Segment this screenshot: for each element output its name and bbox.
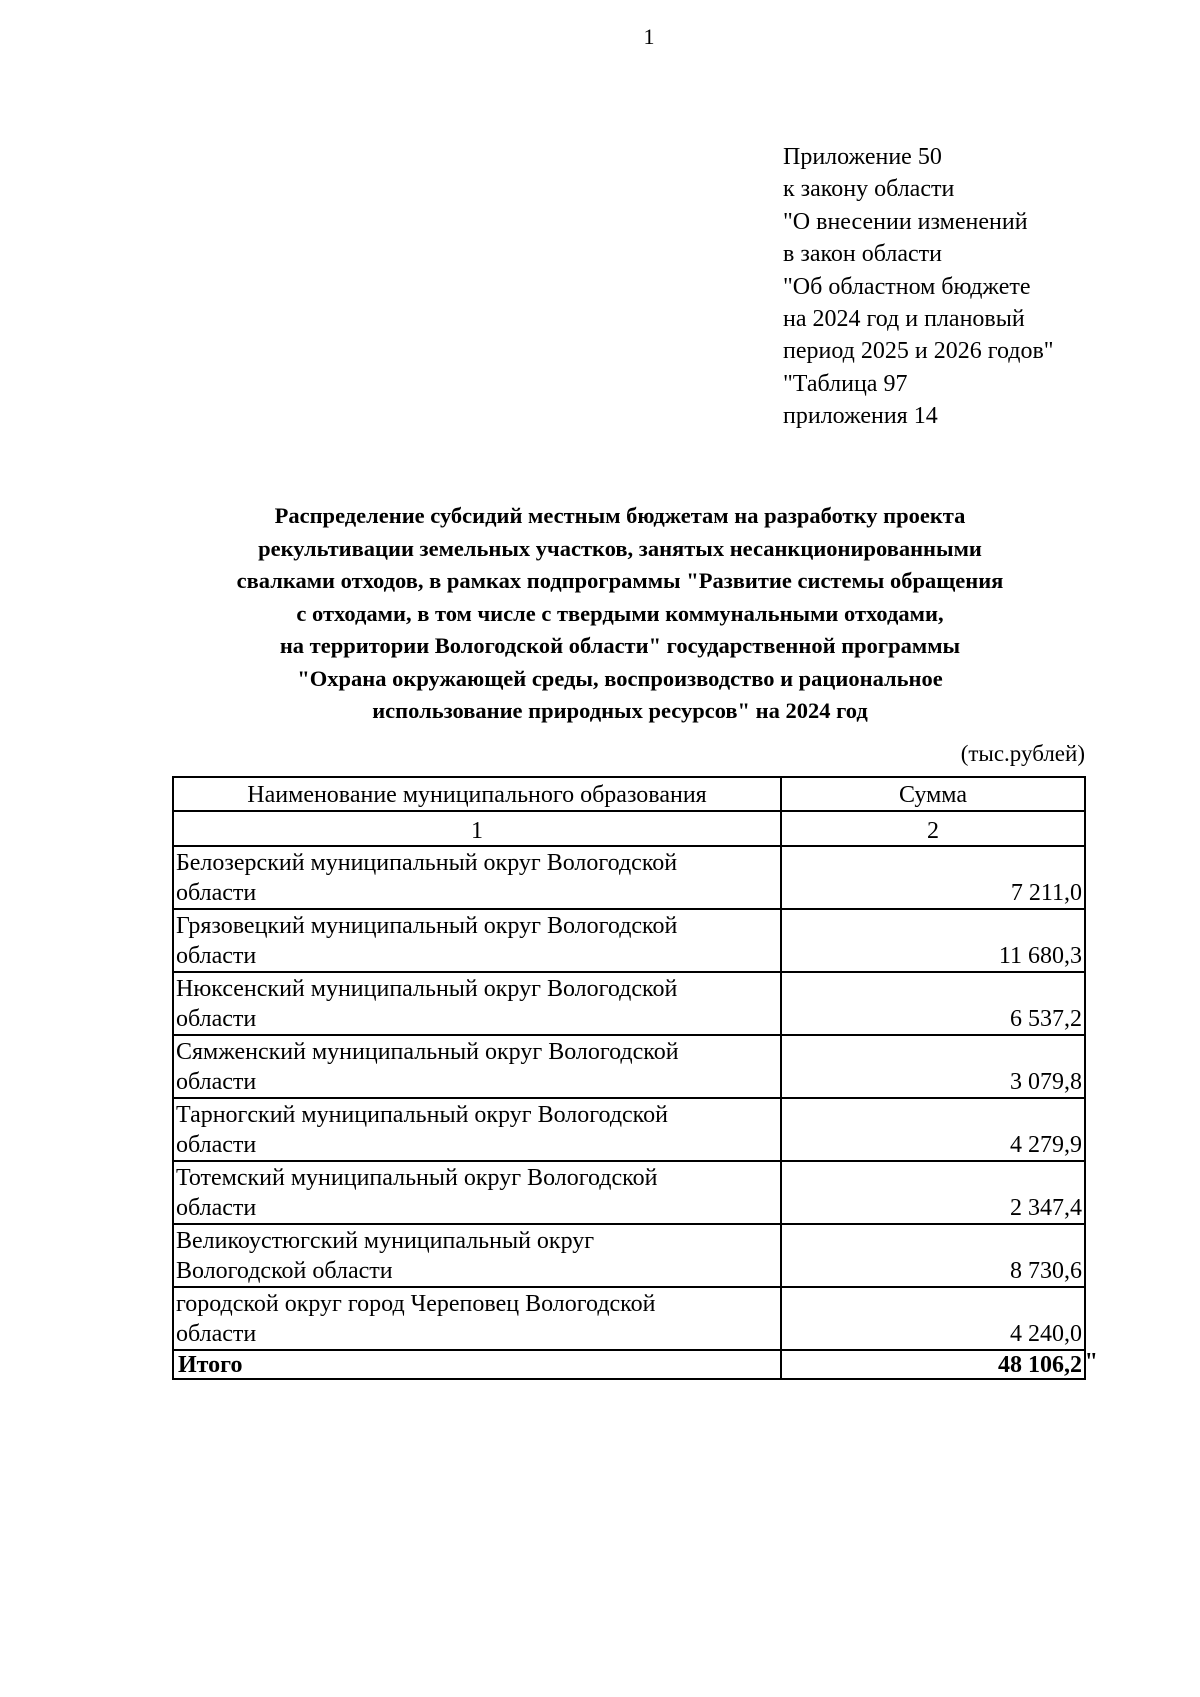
title-line: рекультивации земельных участков, занятых несанкционированными: [258, 535, 982, 561]
document-title: [150, 500, 1090, 728]
column-number-row: [173, 811, 1085, 846]
subsidy-amount: 3 079,8: [781, 1035, 1085, 1098]
municipality-name: Грязовецкий муниципальный округ Вологодской области: [173, 909, 781, 972]
table-row: [173, 972, 1085, 1035]
header-name: Наименование муниципального образования: [173, 777, 781, 811]
title-line: свалками отходов, в рамках подпрограммы "Развитие системы обращения: [236, 568, 1004, 593]
table-header-row: [173, 777, 1085, 811]
municipality-name: Тотемский муниципальный округ Вологодской области: [173, 1161, 781, 1224]
title-line: "Охрана окружающей среды, воспроизводство и рациональное: [297, 665, 943, 691]
appendix-line: в закон области: [783, 241, 942, 268]
table-row: [173, 1161, 1085, 1224]
title-line: на территории Вологодской области" государственной программы: [279, 633, 961, 658]
appendix-line: Приложение 50: [783, 144, 942, 170]
units-label: (тыс.рублей): [960, 741, 1085, 766]
appendix-line: приложения 14: [783, 403, 938, 430]
municipality-name: Тарногский муниципальный округ Вологодской области: [173, 1098, 781, 1161]
appendix-line: "Таблица 97: [783, 370, 908, 397]
municipality-name: городской округ город Череповец Вологодской области: [173, 1287, 781, 1350]
subsidy-amount: 4 240,0: [781, 1287, 1085, 1350]
column-number: 1: [173, 811, 781, 846]
table-row: [173, 909, 1085, 972]
subsidy-amount: 8 730,6: [781, 1224, 1085, 1287]
total-amount: 48 106,2: [998, 1352, 1082, 1378]
subsidy-amount: 11 680,3: [781, 909, 1085, 972]
closing-quote: ": [1084, 1349, 1098, 1375]
table-row: [173, 1287, 1085, 1350]
table-row: [173, 1035, 1085, 1098]
subsidy-amount: 4 279,9: [781, 1098, 1085, 1161]
municipality-name: Великоустюгский муниципальный округ Вологодской области: [173, 1224, 781, 1287]
municipality-name: Белозерский муниципальный округ Вологодской области: [173, 846, 781, 909]
subsidy-amount: 7 211,0: [781, 846, 1085, 909]
total-label: Итого: [173, 1350, 781, 1379]
total-amount-cell: [781, 1349, 1098, 1379]
appendix-line: на 2024 год и плановый: [783, 306, 1025, 333]
table-row: [173, 1224, 1085, 1287]
subsidy-amount: 6 537,2: [781, 972, 1085, 1035]
subsidy-table: [172, 776, 1098, 1380]
total-row: [173, 1350, 1085, 1379]
title-line: с отходами, в том числе с твердыми коммунальными отходами,: [296, 600, 944, 626]
table-row: [173, 846, 1085, 909]
appendix-line: "О внесении изменений: [783, 208, 1028, 235]
municipality-name: Нюксенский муниципальный округ Вологодской области: [173, 972, 781, 1035]
appendix-line: к закону области: [783, 176, 955, 203]
title-line: использование природных ресурсов" на 2024 год: [372, 698, 868, 723]
subsidy-amount: 2 347,4: [781, 1161, 1085, 1224]
page-number: 1: [643, 24, 655, 49]
appendix-reference: [783, 141, 1054, 433]
appendix-line: "Об областном бюджете: [783, 273, 1031, 300]
title-line: Распределение субсидий местным бюджетам на разработку проекта: [274, 503, 966, 528]
table-row: [173, 1098, 1085, 1161]
appendix-line: период 2025 и 2026 годов": [783, 338, 1054, 365]
municipality-name: Сямженский муниципальный округ Вологодской области: [173, 1035, 781, 1098]
column-number: 2: [781, 811, 1085, 846]
header-sum: Сумма: [781, 777, 1085, 811]
